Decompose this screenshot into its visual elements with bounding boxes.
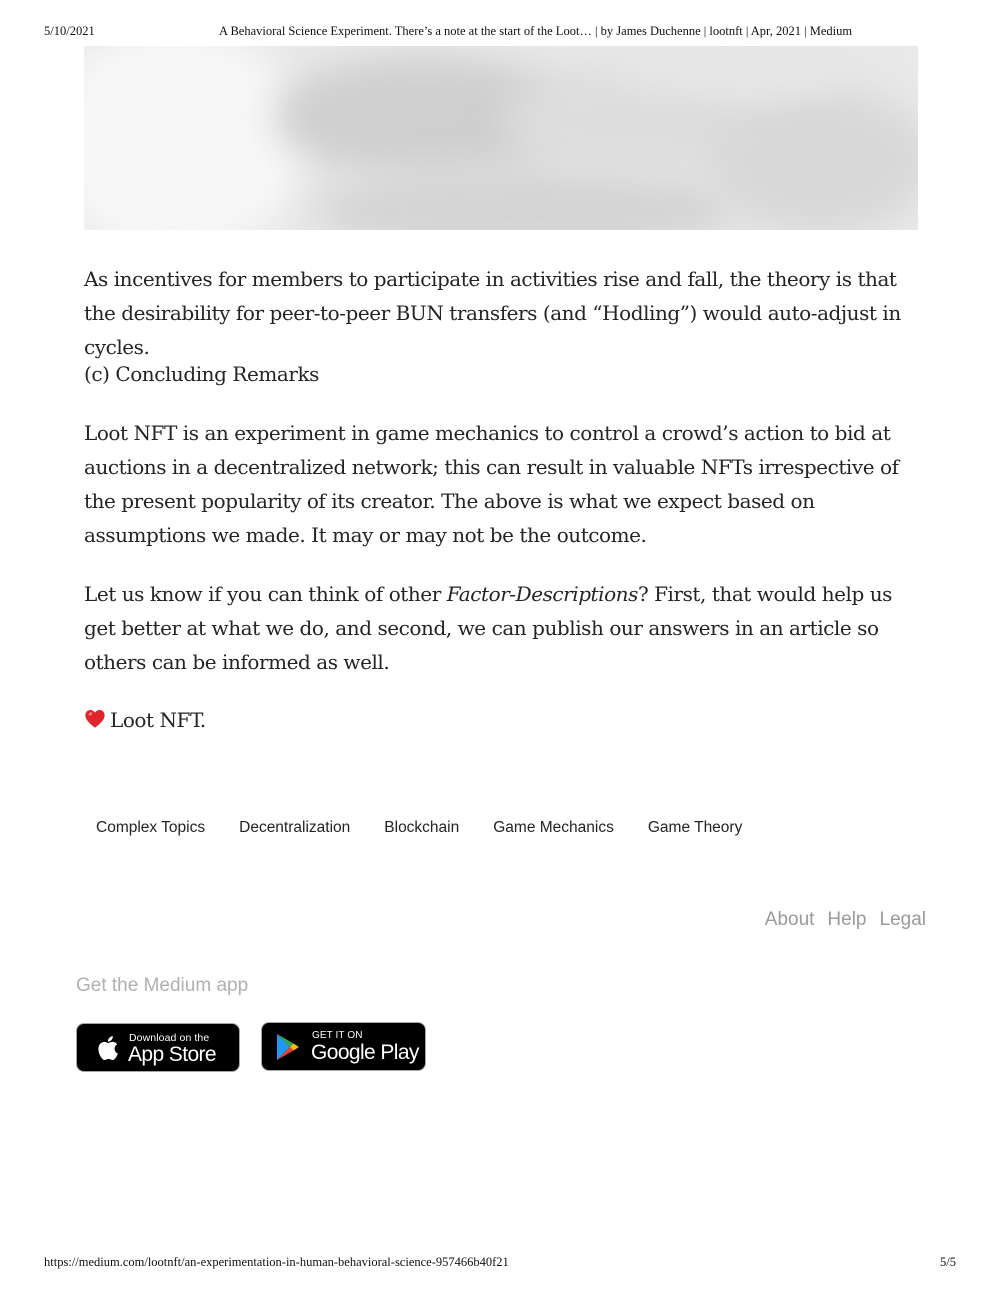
tag-link[interactable]: Complex Topics bbox=[96, 819, 206, 836]
print-footer bbox=[0, 1255, 1000, 1271]
legal-link[interactable]: Legal bbox=[879, 909, 926, 930]
blurred-article-image bbox=[84, 46, 918, 230]
tag-link[interactable]: Blockchain bbox=[384, 819, 460, 836]
app-promo-heading: Get the Medium app bbox=[76, 975, 249, 996]
tag-link[interactable]: Decentralization bbox=[239, 819, 351, 836]
about-link[interactable]: About bbox=[764, 909, 815, 930]
print-page-number: 5/5 bbox=[940, 1255, 956, 1269]
tag-link[interactable]: Game Mechanics bbox=[493, 819, 614, 836]
tag-list bbox=[84, 809, 764, 849]
italic-term: Factor-Descriptions bbox=[446, 582, 638, 606]
play-triangle-icon bbox=[275, 1033, 301, 1061]
signoff bbox=[84, 703, 206, 737]
paragraph-text: Let us know if you can think of other bbox=[84, 582, 447, 606]
print-header bbox=[0, 24, 1000, 40]
badge-title: App Store bbox=[128, 1043, 216, 1066]
print-date: 5/10/2021 bbox=[44, 24, 95, 38]
badge-caption: GET IT ON bbox=[312, 1030, 363, 1041]
article-paragraph: Loot NFT is an experiment in game mechanics to control a crowd’s action to bid at auctions in a decentralized network; this can result in valuable NFTs irrespective of the present popularity of its creator. The above is what we expect based on assumptions we made. It may or may not be the outcome. bbox=[84, 421, 899, 547]
article-paragraph bbox=[84, 577, 916, 679]
apple-icon bbox=[95, 1034, 119, 1062]
print-url: https://medium.com/lootnft/an-experimentation-in-human-behavioral-science-957466b40f21 bbox=[44, 1255, 509, 1269]
red-heart-icon bbox=[84, 706, 106, 728]
app-store-badge[interactable] bbox=[76, 1023, 240, 1072]
help-link[interactable]: Help bbox=[827, 909, 867, 930]
badge-caption: Download on the bbox=[129, 1032, 210, 1044]
tag-link[interactable]: Game Theory bbox=[647, 819, 743, 836]
footer-links bbox=[752, 909, 926, 931]
badge-title: Google Play bbox=[311, 1041, 419, 1064]
google-play-badge[interactable] bbox=[261, 1022, 426, 1071]
article-paragraph: As incentives for members to participate in activities rise and fall, the theory is that the desirability for peer-to-peer BUN transfers (and “Hodling”) would auto-adjust in cycles. bbox=[84, 267, 901, 359]
section-heading: (c) Concluding Remarks bbox=[84, 362, 319, 386]
paragraph-text: ? First, that would help us get better at what we do, and second, we can publish our answers in an article so others can be informed as well. bbox=[84, 582, 892, 674]
print-page-title: A Behavioral Science Experiment. There’s a note at the start of the Loot… | by James Duchenne | lootnft | Apr, 2021 | Medium bbox=[219, 24, 853, 38]
signoff-text: Loot NFT. bbox=[110, 708, 206, 732]
